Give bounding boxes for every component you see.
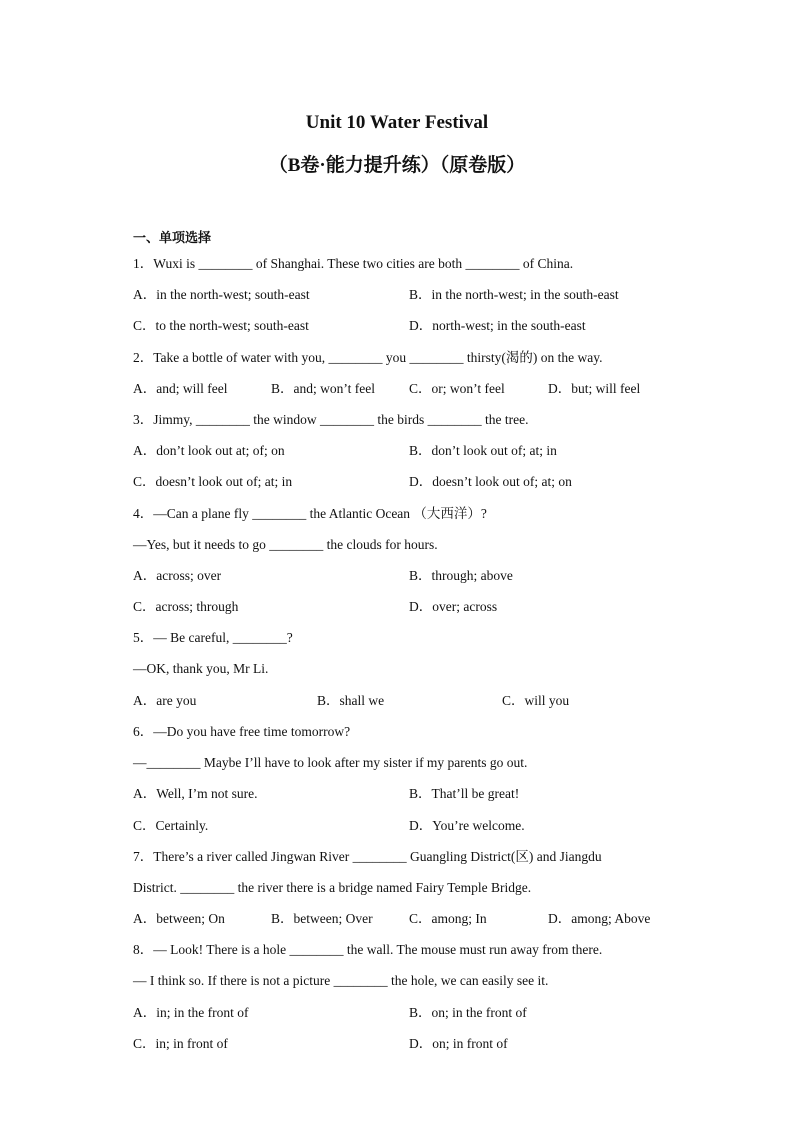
question-4-option-a[interactable]: A．across; over (133, 568, 222, 583)
question-1-stem: 1．Wuxi is ________ of Shanghai. These two cities are both ________ of China. (133, 256, 574, 271)
question-6-option-a[interactable]: A．Well, I’m not sure. (133, 786, 258, 801)
question-3-option-d[interactable]: D．doesn’t look out of; at; on (409, 474, 572, 489)
question-8-option-c[interactable]: C．in; in front of (133, 1036, 228, 1051)
question-5-option-c[interactable]: C．will you (502, 693, 570, 708)
question-2-option-a[interactable]: A．and; will feel (133, 381, 228, 396)
question-8-option-d[interactable]: D．on; in front of (409, 1036, 508, 1051)
question-4-option-b[interactable]: B．through; above (409, 568, 513, 583)
question-5-stem-2: —OK, thank you, Mr Li. (133, 661, 269, 676)
question-1-option-d[interactable]: D．north-west; in the south-east (409, 318, 586, 333)
question-6-option-d[interactable]: D．You’re welcome. (409, 818, 525, 833)
question-2-option-b[interactable]: B．and; won’t feel (271, 381, 375, 396)
question-3-option-a[interactable]: A．don’t look out at; of; on (133, 443, 285, 458)
question-2-option-d[interactable]: D．but; will feel (548, 381, 641, 396)
question-3-option-b[interactable]: B．don’t look out of; at; in (409, 443, 557, 458)
page-title: Unit 10 Water Festival (305, 112, 489, 133)
question-7-stem: 7．There’s a river called Jingwan River ________ Guangling District(区) and Jiangdu (133, 849, 602, 864)
question-1-option-a[interactable]: A．in the north-west; south-east (133, 287, 310, 302)
question-8-stem-2: — I think so. If there is not a picture ________ the hole, we can easily see it. (133, 973, 549, 988)
question-1-option-c[interactable]: C．to the north-west; south-east (133, 318, 309, 333)
question-5-stem: 5．— Be careful, ________? (133, 630, 293, 645)
section-heading: 一、单项选择 (133, 230, 212, 245)
question-5-option-b[interactable]: B．shall we (317, 693, 385, 708)
question-6-option-c[interactable]: C．Certainly. (133, 818, 209, 833)
question-4-option-c[interactable]: C．across; through (133, 599, 239, 614)
question-4-option-d[interactable]: D．over; across (409, 599, 498, 614)
question-1-option-b[interactable]: B．in the north-west; in the south-east (409, 287, 619, 302)
question-8-stem: 8．— Look! There is a hole ________ the wall. The mouse must run away from there. (133, 942, 603, 957)
question-8-option-b[interactable]: B．on; in the front of (409, 1005, 527, 1020)
question-5-option-a[interactable]: A．are you (133, 693, 197, 708)
question-8-option-a[interactable]: A．in; in the front of (133, 1005, 249, 1020)
question-4-stem: 4．—Can a plane fly ________ the Atlantic Ocean （大西洋）? (133, 506, 487, 521)
question-6-stem: 6．—Do you have free time tomorrow? (133, 724, 351, 739)
question-3-option-c[interactable]: C．doesn’t look out of; at; in (133, 474, 293, 489)
question-2-stem: 2．Take a bottle of water with you, ________ you ________ thirsty(渴的) on the way. (133, 350, 603, 365)
question-7-stem-2: District. ________ the river there is a bridge named Fairy Temple Bridge. (133, 880, 532, 895)
question-7-option-b[interactable]: B．between; Over (271, 911, 373, 926)
question-4-stem-2: —Yes, but it needs to go ________ the clouds for hours. (133, 537, 438, 552)
question-3-stem: 3．Jimmy, ________ the window ________ the birds ________ the tree. (133, 412, 529, 427)
question-7-option-d[interactable]: D．among; Above (548, 911, 651, 926)
question-2-option-c[interactable]: C．or; won’t feel (409, 381, 505, 396)
question-6-stem-2: —________ Maybe I’ll have to look after my sister if my parents go out. (133, 755, 528, 770)
question-7-option-c[interactable]: C．among; In (409, 911, 487, 926)
page-subtitle: （B卷·能力提升练）（原卷版） (268, 155, 526, 176)
question-7-option-a[interactable]: A．between; On (133, 911, 225, 926)
question-6-option-b[interactable]: B．That’ll be great! (409, 786, 520, 801)
